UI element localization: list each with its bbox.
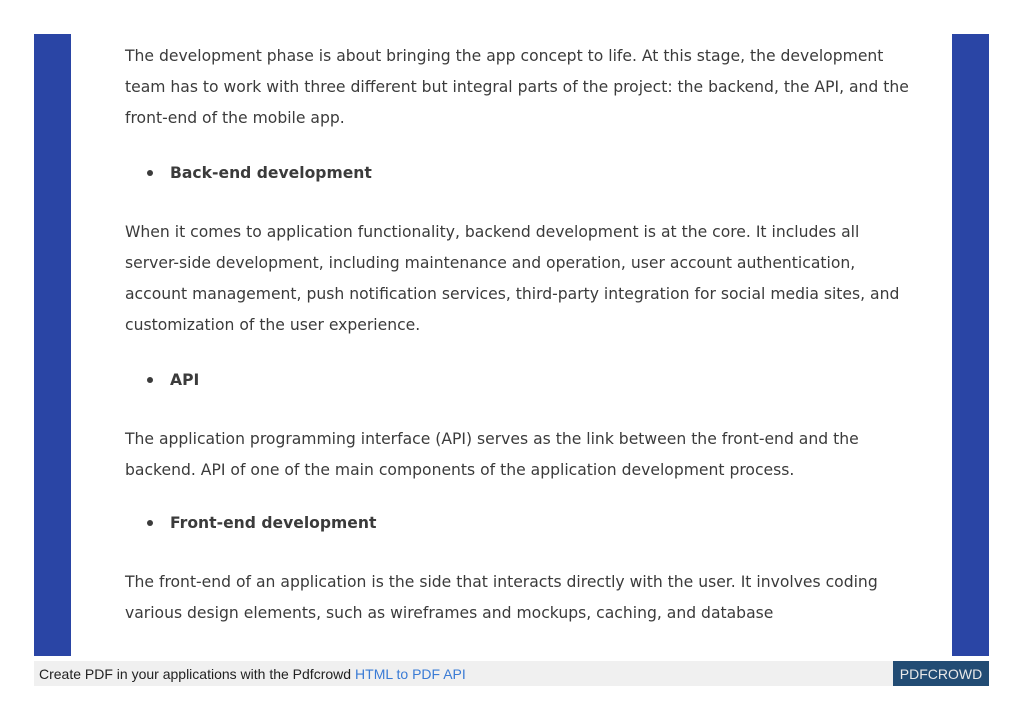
list-item-backend bbox=[125, 157, 372, 188]
bullet-icon bbox=[147, 520, 153, 526]
section-heading: Back-end development bbox=[170, 163, 372, 182]
pdf-footer bbox=[34, 661, 989, 686]
html-to-pdf-link[interactable]: HTML to PDF API bbox=[355, 665, 466, 682]
footer-text: Create PDF in your applications with the Pdfcrowd bbox=[39, 665, 352, 682]
bullet-icon bbox=[147, 377, 153, 383]
left-side-bar bbox=[34, 34, 71, 656]
section-heading: API bbox=[170, 370, 200, 389]
intro-paragraph: The development phase is about bringing the app concept to life. At this stage, the development team has to work with three different but integral parts of the project: the backend, the API, and the front-end of the mobile app. bbox=[125, 47, 909, 127]
backend-paragraph: When it comes to application functionality, backend development is at the core. It includes all server-side development, including maintenance and operation, user account authentication, account management, push notification services, third-party integration for social media sites, and customization of the user experience. bbox=[125, 223, 900, 334]
right-side-bar bbox=[952, 34, 989, 656]
bullet-icon bbox=[147, 170, 153, 176]
api-paragraph: The application programming interface (API) serves as the link between the front-end and the backend. API of one of the main components of the application development process. bbox=[125, 430, 859, 479]
pdfcrowd-badge[interactable]: PDFCROWD bbox=[893, 661, 989, 686]
frontend-paragraph: The front-end of an application is the side that interacts directly with the user. It involves coding various design elements, such as wireframes and mockups, caching, and database bbox=[125, 573, 878, 622]
list-item-frontend bbox=[125, 507, 376, 538]
list-item-api bbox=[125, 364, 199, 395]
section-heading: Front-end development bbox=[170, 513, 377, 532]
